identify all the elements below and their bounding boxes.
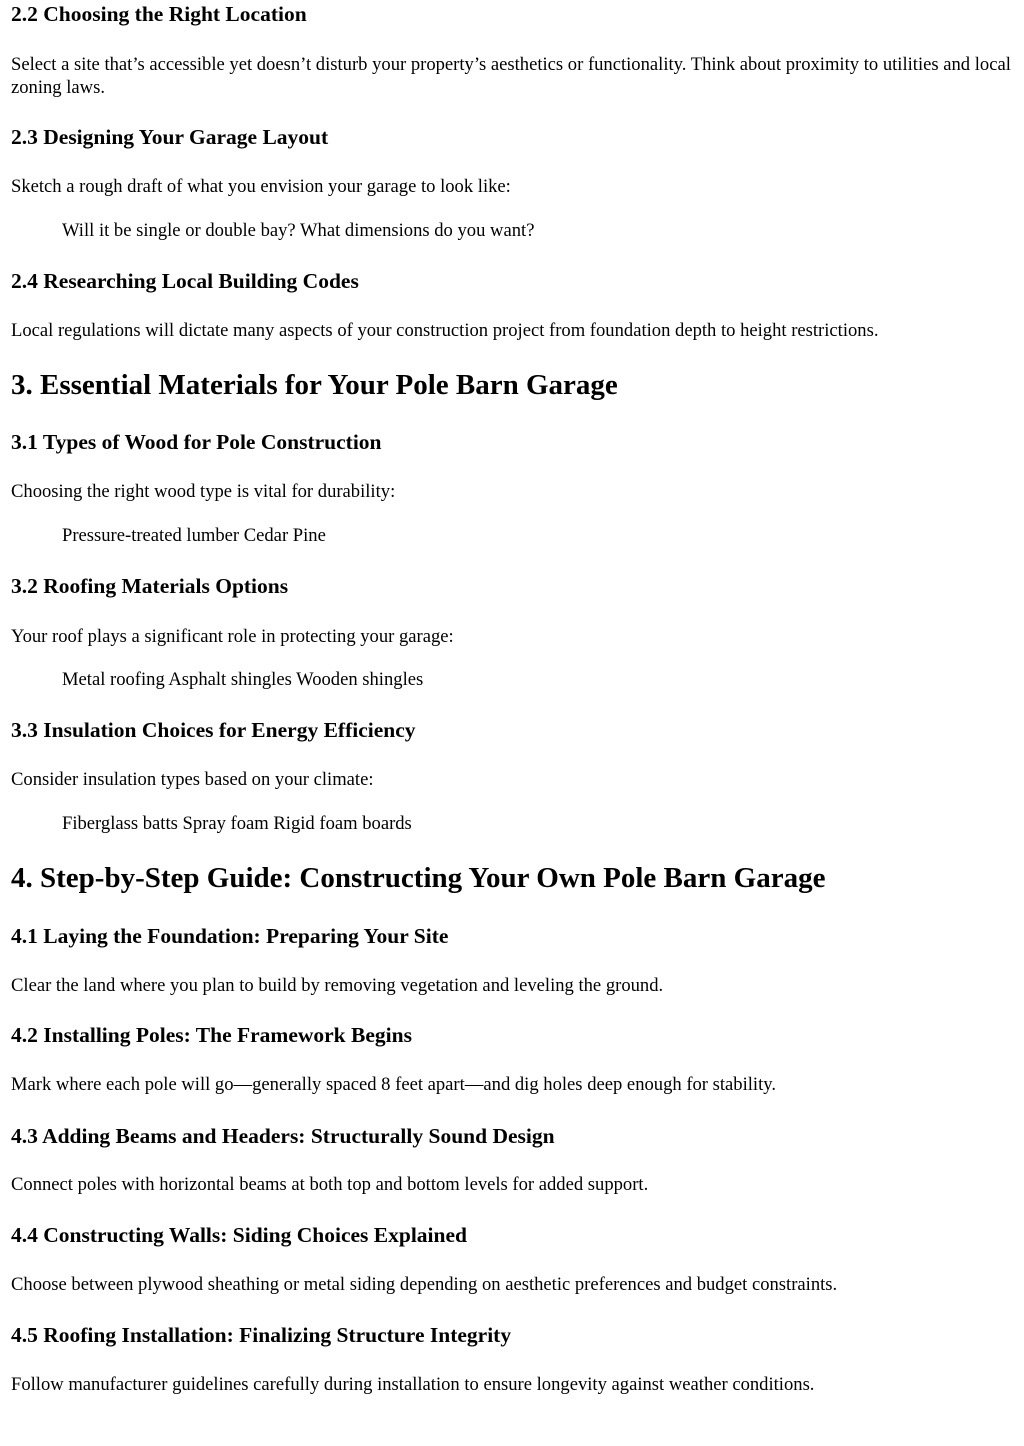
paragraph-4-2: Mark where each pole will go—generally spaced 8 feet apart—and dig holes deep enough for stability. bbox=[11, 1074, 777, 1095]
heading-2-2: 2.2 Choosing the Right Location bbox=[11, 2, 307, 26]
heading-4-5: 4.5 Roofing Installation: Finalizing Structure Integrity bbox=[11, 1323, 512, 1347]
heading-4-1: 4.1 Laying the Foundation: Preparing Your Site bbox=[11, 924, 449, 948]
paragraph-4-5: Follow manufacturer guidelines carefully during installation to ensure longevity against weather conditions. bbox=[11, 1374, 815, 1395]
paragraph-4-1: Clear the land where you plan to build by removing vegetation and leveling the ground. bbox=[11, 975, 664, 996]
heading-3: 3. Essential Materials for Your Pole Barn Garage bbox=[11, 369, 618, 401]
heading-4-2: 4.2 Installing Poles: The Framework Begins bbox=[11, 1023, 412, 1047]
paragraph-4-4: Choose between plywood sheathing or metal siding depending on aesthetic preferences and budget constraints. bbox=[11, 1274, 838, 1295]
heading-4-4: 4.4 Constructing Walls: Siding Choices Explained bbox=[11, 1223, 467, 1247]
list-3-2: Metal roofing Asphalt shingles Wooden shingles bbox=[62, 669, 424, 690]
paragraph-2-3: Sketch a rough draft of what you envision your garage to look like: bbox=[11, 176, 511, 197]
list-3-1: Pressure-treated lumber Cedar Pine bbox=[62, 525, 326, 546]
heading-3-1: 3.1 Types of Wood for Pole Construction bbox=[11, 430, 382, 454]
paragraph-3-1: Choosing the right wood type is vital for durability: bbox=[11, 481, 396, 502]
heading-4: 4. Step-by-Step Guide: Constructing Your Own Pole Barn Garage bbox=[11, 862, 826, 894]
heading-3-3: 3.3 Insulation Choices for Energy Efficiency bbox=[11, 718, 416, 742]
paragraph-4-3: Connect poles with horizontal beams at both top and bottom levels for added support. bbox=[11, 1174, 649, 1195]
paragraph-2-4: Local regulations will dictate many aspects of your construction project from foundation depth to height restrictions. bbox=[11, 320, 879, 341]
paragraph-3-3: Consider insulation types based on your climate: bbox=[11, 769, 374, 790]
list-3-3: Fiberglass batts Spray foam Rigid foam boards bbox=[62, 813, 412, 834]
paragraph-2-2: Select a site that’s accessible yet doesn’t disturb your property’s aesthetics or functionality. Think about proximity to utilities and local zoning laws. bbox=[11, 54, 1011, 98]
list-2-3: Will it be single or double bay? What dimensions do you want? bbox=[62, 220, 535, 241]
heading-3-2: 3.2 Roofing Materials Options bbox=[11, 574, 289, 598]
heading-4-3: 4.3 Adding Beams and Headers: Structurally Sound Design bbox=[11, 1124, 555, 1148]
heading-2-4: 2.4 Researching Local Building Codes bbox=[11, 269, 359, 293]
paragraph-3-2: Your roof plays a significant role in protecting your garage: bbox=[11, 626, 454, 647]
heading-2-3: 2.3 Designing Your Garage Layout bbox=[11, 125, 329, 149]
